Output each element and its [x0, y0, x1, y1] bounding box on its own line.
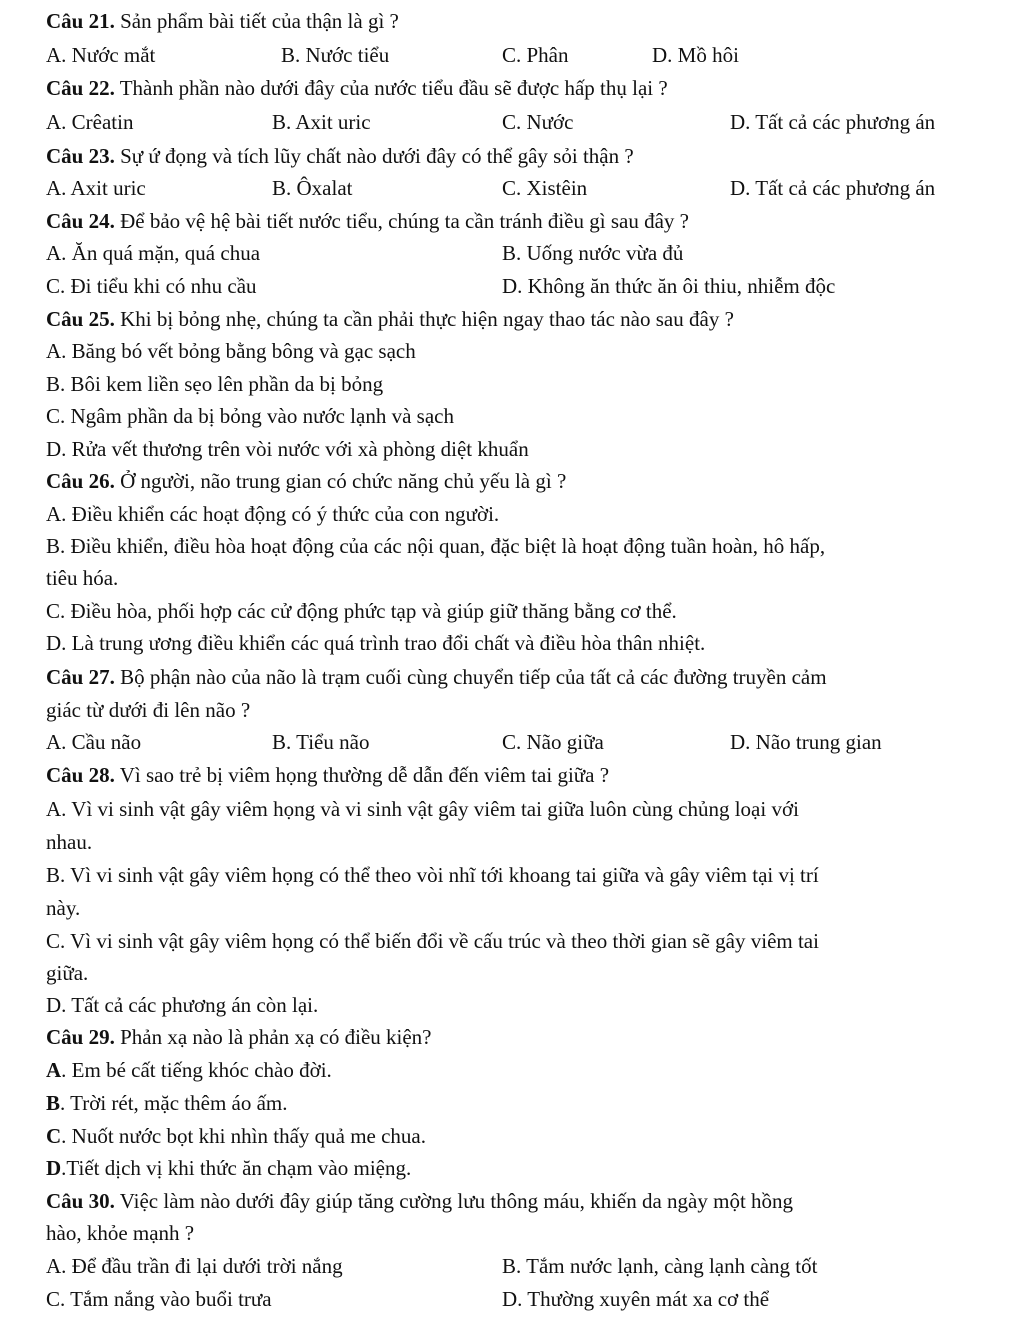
option-a-continued: nhau. — [46, 830, 93, 854]
option-a: A. Cầu não — [46, 730, 142, 754]
option-c: C. Đi tiểu khi có nhu cầu — [46, 274, 257, 298]
question-text: Sản phẩm bài tiết của thận là gì ? — [120, 9, 399, 33]
question-22 — [46, 75, 668, 101]
question-text: Khi bị bỏng nhẹ, chúng ta cần phải thực hiện ngay thao tác nào sau đây ? — [120, 307, 734, 331]
question-28 — [46, 762, 609, 788]
option-a — [46, 1057, 332, 1083]
question-label: Câu 27. — [46, 665, 115, 689]
option-b: B. Tiểu não — [272, 730, 370, 754]
option-letter: B — [46, 1091, 61, 1115]
option-c: C. Phân — [502, 43, 569, 67]
question-label: Câu 25. — [46, 307, 115, 331]
option-letter: C — [46, 1124, 62, 1148]
option-text: . Em bé cất tiếng khóc chào đời. — [61, 1058, 332, 1082]
question-label: Câu 23. — [46, 144, 115, 168]
option-d: D. Rửa vết thương trên vòi nước với xà phòng diệt khuẩn — [46, 437, 529, 461]
option-a: A. Để đầu trần đi lại dưới trời nắng — [46, 1254, 343, 1278]
option-a: A. Ăn quá mặn, quá chua — [46, 241, 261, 265]
option-c-continued: giữa. — [46, 961, 89, 985]
option-d — [46, 1155, 411, 1181]
option-b: B. Nước tiểu — [281, 43, 390, 67]
option-text: .Tiết dịch vị khi thức ăn chạm vào miệng. — [61, 1156, 412, 1180]
question-text: Sự ứ đọng và tích lũy chất nào dưới đây có thể gây sỏi thận ? — [120, 144, 634, 168]
question-27 — [46, 664, 827, 690]
question-label: Câu 24. — [46, 209, 115, 233]
option-b — [46, 1090, 288, 1116]
option-a: A. Crêatin — [46, 110, 134, 134]
option-c: C. Nước — [502, 110, 574, 134]
option-c: C. Não giữa — [502, 730, 604, 754]
option-letter: D — [46, 1156, 62, 1180]
option-a: A. Vì vi sinh vật gây viêm họng và vi sinh vật gây viêm tai giữa luôn cùng chủng loại với — [46, 797, 799, 821]
option-a: A. Axit uric — [46, 176, 146, 200]
question-21 — [46, 8, 399, 34]
option-c: C. Xistêin — [502, 176, 588, 200]
option-d: D. Tất cả các phương án còn lại. — [46, 993, 319, 1017]
question-25 — [46, 306, 734, 332]
option-b: B. Uống nước vừa đủ — [502, 241, 684, 265]
question-label: Câu 22. — [46, 76, 115, 100]
question-23 — [46, 143, 634, 169]
option-d: D. Mồ hôi — [652, 43, 739, 67]
option-text: . Nuốt nước bọt khi nhìn thấy quả me chua. — [61, 1124, 427, 1148]
option-b-continued: tiêu hóa. — [46, 566, 119, 590]
option-d: D. Là trung ương điều khiển các quá trình trao đổi chất và điều hòa thân nhiệt. — [46, 631, 706, 655]
option-b-continued: này. — [46, 896, 81, 920]
option-a: A. Băng bó vết bỏng bằng bông và gạc sạch — [46, 339, 416, 363]
option-b: B. Axit uric — [272, 110, 371, 134]
option-c: C. Điều hòa, phối hợp các cử động phức tạp và giúp giữ thăng bằng cơ thể. — [46, 599, 677, 623]
option-c: C. Ngâm phần da bị bỏng vào nước lạnh và sạch — [46, 404, 454, 428]
option-c: C. Vì vi sinh vật gây viêm họng có thể biến đổi về cấu trúc và theo thời gian sẽ gây viêm tai — [46, 929, 819, 953]
question-label: Câu 26. — [46, 469, 115, 493]
question-label: Câu 30. — [46, 1189, 115, 1213]
question-text: Việc làm nào dưới đây giúp tăng cường lưu thông máu, khiến da ngày một hồng — [119, 1189, 794, 1213]
question-text: Ở người, não trung gian có chức năng chủ yếu là gì ? — [120, 469, 567, 493]
option-letter: A — [46, 1058, 62, 1082]
option-a: A. Điều khiển các hoạt động có ý thức của con người. — [46, 502, 500, 526]
option-a: A. Nước mắt — [46, 43, 156, 67]
question-text: Để bảo vệ hệ bài tiết nước tiểu, chúng ta cần tránh điều gì sau đây ? — [120, 209, 689, 233]
question-text-continued: hào, khỏe mạnh ? — [46, 1221, 195, 1245]
question-30 — [46, 1188, 793, 1214]
option-d: D. Không ăn thức ăn ôi thiu, nhiễm độc — [502, 274, 836, 298]
option-c: C. Tắm nắng vào buổi trưa — [46, 1287, 272, 1311]
option-c — [46, 1123, 426, 1149]
option-text: . Trời rét, mặc thêm áo ấm. — [60, 1091, 288, 1115]
question-label: Câu 21. — [46, 9, 115, 33]
question-text: Vì sao trẻ bị viêm họng thường dễ dẫn đến viêm tai giữa ? — [119, 763, 610, 787]
question-text: Phản xạ nào là phản xạ có điều kiện? — [120, 1025, 432, 1049]
option-b: B. Điều khiển, điều hòa hoạt động của các nội quan, đặc biệt là hoạt động tuần hoàn, hô hấp, — [46, 534, 826, 558]
option-b: B. Ôxalat — [272, 176, 353, 200]
option-b: B. Tắm nước lạnh, càng lạnh càng tốt — [502, 1254, 818, 1278]
option-d: D. Thường xuyên mát xa cơ thể — [502, 1287, 770, 1311]
option-d: D. Não trung gian — [730, 730, 882, 754]
option-d: D. Tất cả các phương án — [730, 110, 936, 134]
question-label: Câu 29. — [46, 1025, 115, 1049]
question-24 — [46, 208, 689, 234]
option-b: B. Vì vi sinh vật gây viêm họng có thể theo vòi nhĩ tới khoang tai giữa và gây viêm tại vị trí — [46, 863, 819, 887]
option-d: D. Tất cả các phương án — [730, 176, 936, 200]
question-label: Câu 28. — [46, 763, 115, 787]
question-text: Thành phần nào dưới đây của nước tiểu đầu sẽ được hấp thụ lại ? — [119, 76, 668, 100]
question-26 — [46, 468, 566, 494]
option-b: B. Bôi kem liền sẹo lên phần da bị bỏng — [46, 372, 384, 396]
question-text: Bộ phận nào của não là trạm cuối cùng chuyển tiếp của tất cả các đường truyền cảm — [120, 665, 827, 689]
question-29 — [46, 1024, 432, 1050]
question-text-continued: giác từ dưới đi lên não ? — [46, 698, 251, 722]
